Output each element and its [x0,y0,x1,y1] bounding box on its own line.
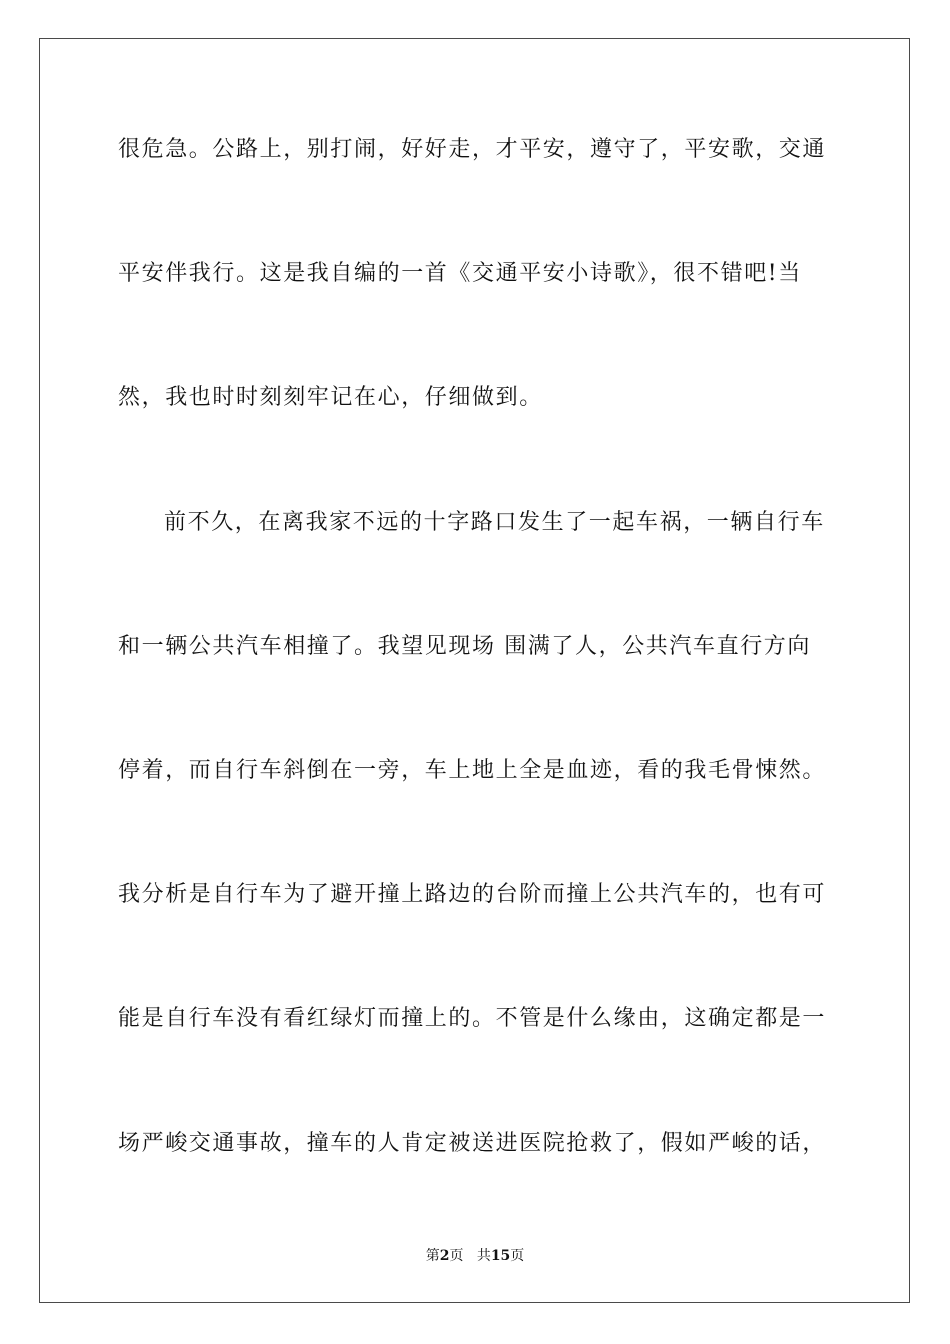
page-border [39,38,910,1303]
footer-page-suffix: 页 [449,1248,464,1264]
text-line-3: 然，我也时时刻刻牢记在心，仔细做到。 [118,385,543,410]
text-line-5: 和一辆公共汽车相撞了。我望见现场 围满了人，公共汽车直行方向 [118,634,811,659]
footer-page-number: 2 [439,1248,450,1264]
text-line-2: 平安伴我行。这是我自编的一首《交通平安小诗歌》，很不错吧!当 [118,261,802,286]
text-line-1: 很危急。公路上，别打闹，好好走，才平安，遵守了，平安歌，交通 [118,137,827,162]
text-line-9: 场严峻交通事故，撞车的人肯定被送进医院抢救了，假如严峻的话， [118,1131,827,1156]
footer-total-pages: 15 [490,1248,511,1264]
page-footer [0,1246,950,1266]
text-line-4: 前不久，在离我家不远的十字路口发生了一起车祸，一辆自行车 [164,510,825,535]
footer-prefix: 第 [425,1248,440,1264]
text-line-8: 能是自行车没有看红绿灯而撞上的。不管是什么缘由，这确定都是一 [118,1006,827,1031]
text-line-7: 我分析是自行车为了避开撞上路边的台阶而撞上公共汽车的，也有可 [118,882,827,907]
text-line-6: 停着，而自行车斜倒在一旁，车上地上全是血迹，看的我毛骨悚然。 [118,758,827,783]
footer-total-suffix: 页 [510,1248,525,1264]
footer-total-prefix: 共 [476,1248,491,1264]
